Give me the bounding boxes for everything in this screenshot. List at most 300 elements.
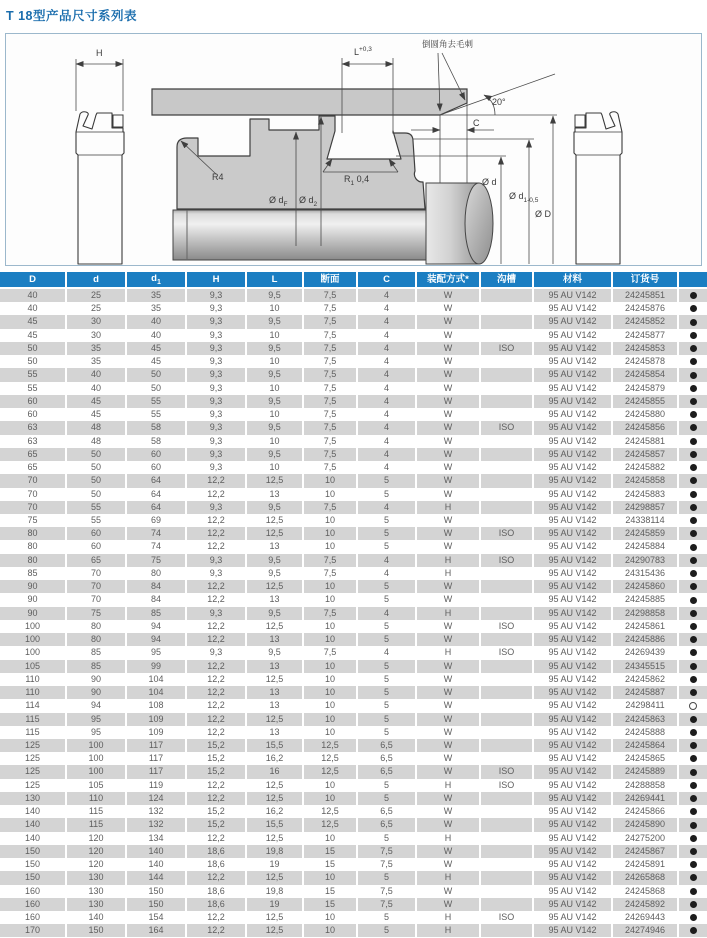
- cell-H: 12,2: [186, 911, 246, 924]
- availability-dot-filled: [690, 544, 697, 551]
- cell-section: 15: [303, 898, 357, 911]
- cell-C: 4: [357, 288, 416, 302]
- cell-mounting: W: [416, 329, 480, 342]
- cell-C: 4: [357, 607, 416, 620]
- cell-d: 75: [66, 607, 126, 620]
- cell-groove: [480, 288, 533, 302]
- cell-dot: [678, 593, 707, 606]
- availability-dot-filled: [690, 358, 697, 365]
- cell-material: 95 AU V142: [533, 765, 612, 778]
- cell-C: 5: [357, 673, 416, 686]
- cell-D: 65: [0, 461, 66, 474]
- cell-d: 120: [66, 858, 126, 871]
- cell-mounting: W: [416, 315, 480, 328]
- cell-D: 80: [0, 527, 66, 540]
- cell-groove: [480, 924, 533, 937]
- cell-groove: ISO: [480, 554, 533, 567]
- cell-D: 70: [0, 488, 66, 501]
- cell-mounting: W: [416, 435, 480, 448]
- cell-C: 7,5: [357, 845, 416, 858]
- cell-H: 9,3: [186, 395, 246, 408]
- cell-dot: [678, 421, 707, 434]
- cell-C: 5: [357, 620, 416, 633]
- cell-H: 9,3: [186, 368, 246, 381]
- cell-L: 10: [246, 435, 303, 448]
- cell-section: 10: [303, 620, 357, 633]
- cell-d1: 74: [126, 540, 186, 553]
- cell-C: 4: [357, 408, 416, 421]
- cell-dot: [678, 713, 707, 726]
- cell-groove: [480, 818, 533, 831]
- cell-material: 95 AU V142: [533, 673, 612, 686]
- cell-dot: [678, 924, 707, 937]
- cell-groove: [480, 885, 533, 898]
- cell-L: 12,5: [246, 474, 303, 487]
- cell-D: 140: [0, 832, 66, 845]
- cell-C: 4: [357, 567, 416, 580]
- cell-L: 13: [246, 686, 303, 699]
- cell-d: 120: [66, 832, 126, 845]
- cell-section: 7,5: [303, 554, 357, 567]
- cell-H: 18,6: [186, 858, 246, 871]
- dim-label-d2: Ø $d_2$: [299, 195, 318, 208]
- cell-H: 9,3: [186, 607, 246, 620]
- cell-dot: [678, 580, 707, 593]
- cell-material: 95 AU V142: [533, 699, 612, 712]
- cell-d: 140: [66, 911, 126, 924]
- cell-d: 95: [66, 713, 126, 726]
- availability-dot-filled: [690, 517, 697, 524]
- cell-C: 5: [357, 779, 416, 792]
- cell-L: 13: [246, 593, 303, 606]
- cell-C: 4: [357, 342, 416, 355]
- cell-groove: [480, 832, 533, 845]
- cell-d1: 64: [126, 488, 186, 501]
- cell-d: 80: [66, 633, 126, 646]
- column-header-groove: 沟槽: [480, 272, 533, 288]
- cell-H: 9,3: [186, 302, 246, 315]
- cell-groove: [480, 686, 533, 699]
- cell-mounting: H: [416, 567, 480, 580]
- cell-d: 95: [66, 726, 126, 739]
- cell-D: 115: [0, 726, 66, 739]
- availability-dot-filled: [690, 636, 697, 643]
- cell-d1: 58: [126, 435, 186, 448]
- cell-C: 5: [357, 792, 416, 805]
- cell-material: 95 AU V142: [533, 898, 612, 911]
- cell-mounting: W: [416, 382, 480, 395]
- cell-L: 13: [246, 540, 303, 553]
- cell-d: 80: [66, 620, 126, 633]
- cell-D: 65: [0, 448, 66, 461]
- availability-dot-filled: [690, 372, 697, 379]
- cell-section: 10: [303, 633, 357, 646]
- cell-C: 4: [357, 646, 416, 659]
- cell-H: 12,2: [186, 686, 246, 699]
- cell-L: 12,5: [246, 580, 303, 593]
- cell-mounting: W: [416, 845, 480, 858]
- table-row: [0, 474, 707, 487]
- availability-dot-filled: [690, 464, 697, 471]
- cell-H: 12,2: [186, 660, 246, 673]
- cell-d: 90: [66, 686, 126, 699]
- cell-material: 95 AU V142: [533, 448, 612, 461]
- cell-mounting: W: [416, 765, 480, 778]
- cell-section: 10: [303, 593, 357, 606]
- cell-d1: 150: [126, 898, 186, 911]
- cell-d: 100: [66, 752, 126, 765]
- cell-D: 150: [0, 845, 66, 858]
- cell-material: 95 AU V142: [533, 739, 612, 752]
- table-row: [0, 421, 707, 434]
- cell-L: 13: [246, 633, 303, 646]
- cell-D: 105: [0, 660, 66, 673]
- cell-H: 9,3: [186, 355, 246, 368]
- cell-section: 10: [303, 514, 357, 527]
- cell-H: 15,2: [186, 805, 246, 818]
- cell-D: 110: [0, 686, 66, 699]
- availability-dot-filled: [690, 755, 697, 762]
- cell-order-no: 24245855: [612, 395, 678, 408]
- cell-H: 12,2: [186, 580, 246, 593]
- cell-section: 10: [303, 779, 357, 792]
- cell-D: 125: [0, 779, 66, 792]
- cell-mounting: W: [416, 792, 480, 805]
- cell-D: 45: [0, 315, 66, 328]
- cell-mounting: W: [416, 699, 480, 712]
- cell-dot: [678, 792, 707, 805]
- dim-label-d: Ø d: [482, 177, 497, 187]
- availability-dot-filled: [690, 835, 697, 842]
- cell-order-no: 24245866: [612, 805, 678, 818]
- table-row: [0, 660, 707, 673]
- cell-section: 7,5: [303, 607, 357, 620]
- cell-section: 15: [303, 858, 357, 871]
- dimension-table: [0, 272, 707, 937]
- cell-mounting: W: [416, 633, 480, 646]
- cell-C: 4: [357, 382, 416, 395]
- cell-section: 7,5: [303, 567, 357, 580]
- cell-d1: 109: [126, 713, 186, 726]
- cell-H: 15,2: [186, 818, 246, 831]
- cell-groove: [480, 699, 533, 712]
- cell-groove: [480, 580, 533, 593]
- cell-groove: [480, 315, 533, 328]
- cell-H: 18,6: [186, 885, 246, 898]
- cell-d1: 140: [126, 845, 186, 858]
- cell-section: 12,5: [303, 805, 357, 818]
- cell-dot: [678, 871, 707, 884]
- cell-order-no: 24274946: [612, 924, 678, 937]
- availability-dot-filled: [690, 848, 697, 855]
- cell-order-no: 24245878: [612, 355, 678, 368]
- cell-dot: [678, 752, 707, 765]
- cell-L: 16,2: [246, 752, 303, 765]
- cell-order-no: 24245852: [612, 315, 678, 328]
- cell-dot: [678, 607, 707, 620]
- column-header-d1: $d_1$: [126, 272, 186, 288]
- cell-order-no: 24245868: [612, 885, 678, 898]
- cell-C: 4: [357, 302, 416, 315]
- cell-order-no: 24245864: [612, 739, 678, 752]
- cell-d1: 84: [126, 580, 186, 593]
- cell-dot: [678, 488, 707, 501]
- cell-D: 55: [0, 368, 66, 381]
- cell-d1: 104: [126, 673, 186, 686]
- cell-section: 7,5: [303, 408, 357, 421]
- cell-d1: 140: [126, 858, 186, 871]
- cell-dot: [678, 646, 707, 659]
- cell-section: 7,5: [303, 395, 357, 408]
- cell-mounting: W: [416, 342, 480, 355]
- cell-d1: 45: [126, 355, 186, 368]
- cell-material: 95 AU V142: [533, 686, 612, 699]
- table-row: [0, 368, 707, 381]
- cell-dot: [678, 686, 707, 699]
- availability-dot-filled: [690, 385, 697, 392]
- cell-order-no: 24245883: [612, 488, 678, 501]
- cell-L: 19,8: [246, 845, 303, 858]
- cell-C: 4: [357, 554, 416, 567]
- availability-dot-filled: [690, 570, 697, 577]
- cell-order-no: 24245856: [612, 421, 678, 434]
- table-row: [0, 355, 707, 368]
- table-row: [0, 752, 707, 765]
- cell-H: 9,3: [186, 329, 246, 342]
- cell-d: 50: [66, 474, 126, 487]
- cell-mounting: W: [416, 805, 480, 818]
- cell-dot: [678, 845, 707, 858]
- table-row: [0, 792, 707, 805]
- table-row: [0, 699, 707, 712]
- cell-material: 95 AU V142: [533, 660, 612, 673]
- cell-d1: 94: [126, 633, 186, 646]
- cell-groove: ISO: [480, 527, 533, 540]
- table-row: [0, 871, 707, 884]
- cell-C: 7,5: [357, 885, 416, 898]
- cell-H: 18,6: [186, 898, 246, 911]
- cell-d1: 99: [126, 660, 186, 673]
- seal-profile-left: [76, 112, 124, 264]
- cell-C: 5: [357, 871, 416, 884]
- cell-mounting: W: [416, 686, 480, 699]
- cell-H: 12,2: [186, 633, 246, 646]
- table-row: [0, 739, 707, 752]
- shaft-cylinder-shape: [173, 210, 426, 260]
- cell-material: 95 AU V142: [533, 514, 612, 527]
- cell-material: 95 AU V142: [533, 832, 612, 845]
- cell-order-no: 24245860: [612, 580, 678, 593]
- cell-H: 12,2: [186, 792, 246, 805]
- table-row: [0, 646, 707, 659]
- cell-d: 70: [66, 593, 126, 606]
- availability-dot-filled: [690, 530, 697, 537]
- cell-d1: 35: [126, 288, 186, 302]
- cell-L: 9,5: [246, 646, 303, 659]
- cell-material: 95 AU V142: [533, 329, 612, 342]
- cell-groove: [480, 792, 533, 805]
- cell-L: 9,5: [246, 342, 303, 355]
- cell-L: 19: [246, 898, 303, 911]
- column-header-d: d: [66, 272, 126, 288]
- dim-label-H: H: [96, 48, 103, 58]
- cell-D: 70: [0, 501, 66, 514]
- cell-L: 19: [246, 858, 303, 871]
- cell-order-no: 24245884: [612, 540, 678, 553]
- availability-dot-filled: [690, 583, 697, 590]
- cell-C: 7,5: [357, 898, 416, 911]
- table-row: [0, 501, 707, 514]
- cell-C: 4: [357, 315, 416, 328]
- availability-dot-filled: [690, 874, 697, 881]
- dim-label-L: $L^{+0,3}$: [354, 46, 372, 57]
- table-row: [0, 858, 707, 871]
- cell-order-no: 24245879: [612, 382, 678, 395]
- cell-d1: 85: [126, 607, 186, 620]
- cell-d: 115: [66, 805, 126, 818]
- table-row: [0, 924, 707, 937]
- cell-d: 85: [66, 646, 126, 659]
- cell-groove: [480, 368, 533, 381]
- cell-mounting: W: [416, 302, 480, 315]
- cell-d: 55: [66, 514, 126, 527]
- cell-d: 48: [66, 421, 126, 434]
- cell-mounting: H: [416, 646, 480, 659]
- table-header-row: [0, 272, 707, 288]
- cell-section: 10: [303, 686, 357, 699]
- cell-order-no: 24245890: [612, 818, 678, 831]
- cell-C: 6,5: [357, 752, 416, 765]
- cell-d1: 117: [126, 739, 186, 752]
- cell-order-no: 24298857: [612, 501, 678, 514]
- table-row: [0, 408, 707, 421]
- cell-dot: [678, 395, 707, 408]
- cell-mounting: H: [416, 779, 480, 792]
- cell-order-no: 24245891: [612, 858, 678, 871]
- cell-material: 95 AU V142: [533, 858, 612, 871]
- cell-groove: [480, 514, 533, 527]
- cell-H: 9,3: [186, 567, 246, 580]
- cell-material: 95 AU V142: [533, 752, 612, 765]
- cell-D: 125: [0, 739, 66, 752]
- cell-section: 7,5: [303, 302, 357, 315]
- cell-mounting: W: [416, 752, 480, 765]
- cell-H: 9,3: [186, 554, 246, 567]
- cell-mounting: H: [416, 607, 480, 620]
- cell-material: 95 AU V142: [533, 620, 612, 633]
- cell-D: 150: [0, 871, 66, 884]
- availability-dot-filled: [690, 649, 697, 656]
- cell-dot: [678, 554, 707, 567]
- availability-dot-filled: [690, 716, 697, 723]
- cell-L: 12,5: [246, 924, 303, 937]
- cell-d: 25: [66, 302, 126, 315]
- cell-groove: [480, 805, 533, 818]
- page-title: T 18型产品尺寸系列表: [6, 9, 138, 23]
- cell-order-no: 24245882: [612, 461, 678, 474]
- cell-mounting: W: [416, 288, 480, 302]
- cell-material: 95 AU V142: [533, 302, 612, 315]
- cell-groove: [480, 488, 533, 501]
- cell-d1: 119: [126, 779, 186, 792]
- cell-C: 6,5: [357, 765, 416, 778]
- angle-label: 20°: [492, 97, 506, 107]
- cell-dot: [678, 911, 707, 924]
- cell-d: 40: [66, 382, 126, 395]
- cell-mounting: W: [416, 593, 480, 606]
- cell-L: 9,5: [246, 501, 303, 514]
- column-header-section: 断面: [303, 272, 357, 288]
- cell-mounting: W: [416, 408, 480, 421]
- cell-d: 60: [66, 540, 126, 553]
- cell-dot: [678, 288, 707, 302]
- availability-dot-filled: [690, 742, 697, 749]
- cell-material: 95 AU V142: [533, 501, 612, 514]
- cell-L: 9,5: [246, 448, 303, 461]
- cell-groove: [480, 726, 533, 739]
- table-row: [0, 554, 707, 567]
- cell-material: 95 AU V142: [533, 779, 612, 792]
- cell-C: 5: [357, 488, 416, 501]
- cell-groove: [480, 898, 533, 911]
- cell-groove: [480, 633, 533, 646]
- cell-section: 10: [303, 792, 357, 805]
- cell-material: 95 AU V142: [533, 474, 612, 487]
- cell-groove: [480, 540, 533, 553]
- table-row: [0, 845, 707, 858]
- availability-dot-filled: [690, 424, 697, 431]
- cell-H: 12,2: [186, 726, 246, 739]
- cell-section: 10: [303, 832, 357, 845]
- cell-material: 95 AU V142: [533, 818, 612, 831]
- cell-groove: [480, 607, 533, 620]
- table-row: [0, 527, 707, 540]
- cell-L: 12,5: [246, 713, 303, 726]
- cell-groove: ISO: [480, 765, 533, 778]
- cell-L: 9,5: [246, 368, 303, 381]
- cell-order-no: 24245886: [612, 633, 678, 646]
- cell-d: 105: [66, 779, 126, 792]
- cell-section: 7,5: [303, 501, 357, 514]
- cell-C: 5: [357, 514, 416, 527]
- table-row: [0, 315, 707, 328]
- cell-material: 95 AU V142: [533, 871, 612, 884]
- dim-label-D: Ø D: [535, 209, 552, 219]
- table-row: [0, 593, 707, 606]
- cell-H: 9,3: [186, 288, 246, 302]
- cell-d: 85: [66, 660, 126, 673]
- cell-groove: ISO: [480, 911, 533, 924]
- table-row: [0, 713, 707, 726]
- cell-order-no: 24269441: [612, 792, 678, 805]
- cell-D: 55: [0, 382, 66, 395]
- cell-H: 12,2: [186, 871, 246, 884]
- cell-mounting: W: [416, 885, 480, 898]
- cell-D: 110: [0, 673, 66, 686]
- cell-H: 9,3: [186, 501, 246, 514]
- cell-material: 95 AU V142: [533, 713, 612, 726]
- cell-D: 130: [0, 792, 66, 805]
- cell-dot: [678, 699, 707, 712]
- cell-dot: [678, 620, 707, 633]
- cell-D: 40: [0, 302, 66, 315]
- cell-L: 9,5: [246, 395, 303, 408]
- table-row: [0, 818, 707, 831]
- cell-H: 12,2: [186, 488, 246, 501]
- cell-groove: [480, 871, 533, 884]
- dim-label-R1: $R_1$ 0,4: [344, 174, 370, 187]
- cell-section: 7,5: [303, 355, 357, 368]
